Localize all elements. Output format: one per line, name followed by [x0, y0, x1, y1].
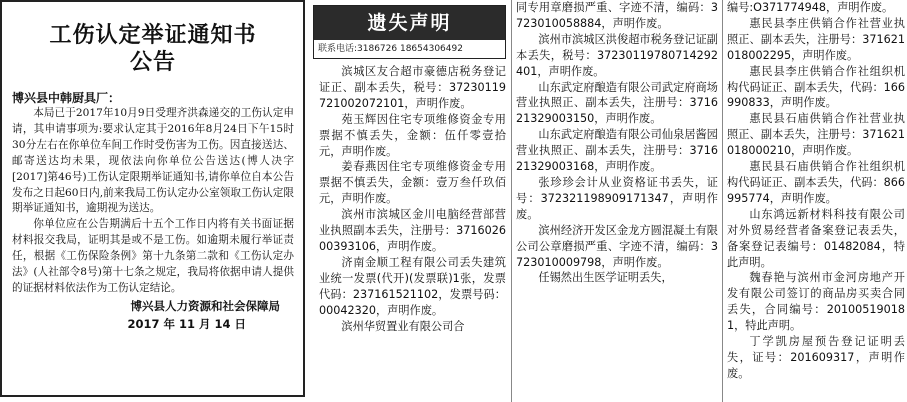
- lost-notice-item: 魏春艳与滨州市金河房地产开发有限公司签订的商品房买卖合同丢失，合同编号：201005190181，特此声明。: [727, 271, 905, 333]
- lost-notice-item: 任锡然出生医学证明丢失，: [538, 271, 673, 285]
- notice-paragraph-1: 本局已于2017年10月9日受理齐洪森递交的工伤认定申请，其申请事项为:要求认定其于2016年8月24日下午15时30分左右在你单位车间工作时受伤害为工伤。因直接送达、邮寄送达均未果，现依法向你单位公告送达(博人决字[2017]第46号)工伤认定限期举证通知书,请你单位自本公告发布之日起60日内,前来我局工伤认定办公室领取工伤认定限期举证通知书，逾期视为送达。: [12, 107, 294, 215]
- notice-addressee: 博兴县中韩厨具厂：: [12, 91, 121, 105]
- lost-notice-item: 滨州华贸置业有限公司合: [341, 319, 465, 333]
- lost-notice-item: 山东鸿远新材料科技有限公司对外贸易经营者备案登记表丢失，备案登记表编号：01482084，特此声明。: [727, 207, 905, 269]
- notices-column-2: [516, 0, 718, 286]
- lost-notice-item: 滨州市滨城区洪俊超市税务登记证副本丢失，税号：372301197807142​92401，声明作废。: [516, 32, 718, 78]
- notice-signature: [12, 297, 294, 333]
- notice-title-line2: 公告: [129, 50, 176, 75]
- lost-notice-item: 惠民县石庙供销合作社组织机构代码证正、副本丢失，代码：866995774，声明作废。: [727, 160, 905, 205]
- lost-notice-item: 滨城区友合超市豪德店税务登记证正、副本丢失，税号：372301197210020​72101，声明作废。: [319, 65, 506, 110]
- lost-notice-item: 同专用章磨损严重、字迹不清，编码：3723010058884，声明作废。: [516, 1, 718, 30]
- notice-date: 2017 年 11 月 14 日: [127, 316, 246, 331]
- lost-notices-header: [313, 5, 506, 59]
- contact-phone: 联系电话:3186726 18654306492: [318, 44, 463, 54]
- lost-notice-item: 丁学凯房屋预告登记证明丢失，证号：201609317，声明作废。: [727, 335, 905, 380]
- notice-issuer: 博兴县人力资源和社会保障局: [130, 298, 280, 313]
- notice-paragraph-2: 你单位应在公告期满后十五个工作日内将有关书面证据材料报交我局，证明其是或不是工伤。如逾期未履行举证责任，根据《工伤保险条例》第十九条第二款和《工伤认定办法》(人社部令8号)第十七条之规定，我局将依据申请人提供的证据材料依法作为工伤认定结论。: [12, 218, 294, 294]
- notice-title: [12, 22, 294, 76]
- work-injury-notice: [0, 0, 305, 397]
- lost-notice-item: 姜春燕因住宅专项维修资金专用票据不慎丢失，金额：壹万叁仟玖佰元，声明作废。: [319, 160, 506, 206]
- lost-notice-item: 惠民县石庙供销合作社营业执照正、副本丢失，注册号：371621018000210，声明作废。: [727, 112, 905, 158]
- lost-notice-item: 惠民县李庄供销合作社营业执照正、副本丢失，注册号：371621018002295，声明作废。: [727, 16, 905, 62]
- lost-notice-item: 苑玉辉因住宅专项维修资金专用票据不慎丢失，金额：伍仟零壹拾元，声明作废。: [319, 112, 506, 158]
- lost-notice-item: 滨州经济开发区金龙方圆混凝土有限公司公章磨损严重、字迹不清，编码：3723010009798，声明作废。: [516, 223, 718, 269]
- lost-notice-item: 张珍珍会计从业资格证书丢失，证号：372321198909171347，声明作废。: [516, 175, 718, 221]
- notice-title-line1: 工伤认定举证通知书: [49, 23, 257, 48]
- lost-notice-item: 山东武定府酿造有限公司仙泉居酱园营业执照正、副本丢失，注册号：371621329003168，声明作废。: [516, 128, 718, 174]
- lost-notice-item: 济南金顺工程有限公司丢失建筑业统一发票(代开)(发票联)1张，发票代码：237161521102，发票号码：00042320，声明作废。: [319, 255, 506, 317]
- column-divider: [722, 0, 723, 402]
- lost-notice-item: 惠民县李庄供销合作社组织机构代码证正、副本丢失，代码：166990833，声明作废。: [727, 64, 905, 110]
- column-divider: [511, 0, 512, 402]
- notices-column-1: [319, 64, 506, 334]
- lost-notice-item: 滨州市滨城区金川电脑经营部营业执照副本丢失，注册号：371602600393106，声明作废。: [319, 208, 506, 253]
- lost-notices-title: 遗失声明: [314, 6, 505, 40]
- lost-notice-item: 编号:O371774948，声明作废。: [727, 1, 894, 14]
- lost-notice-item: 山东武定府酿造有限公司武定府商场营业执照正、副本丢失，注册号：371621329003150，声明作废。: [516, 80, 718, 126]
- lost-notices-section: [313, 0, 907, 402]
- notices-column-3: [727, 0, 905, 382]
